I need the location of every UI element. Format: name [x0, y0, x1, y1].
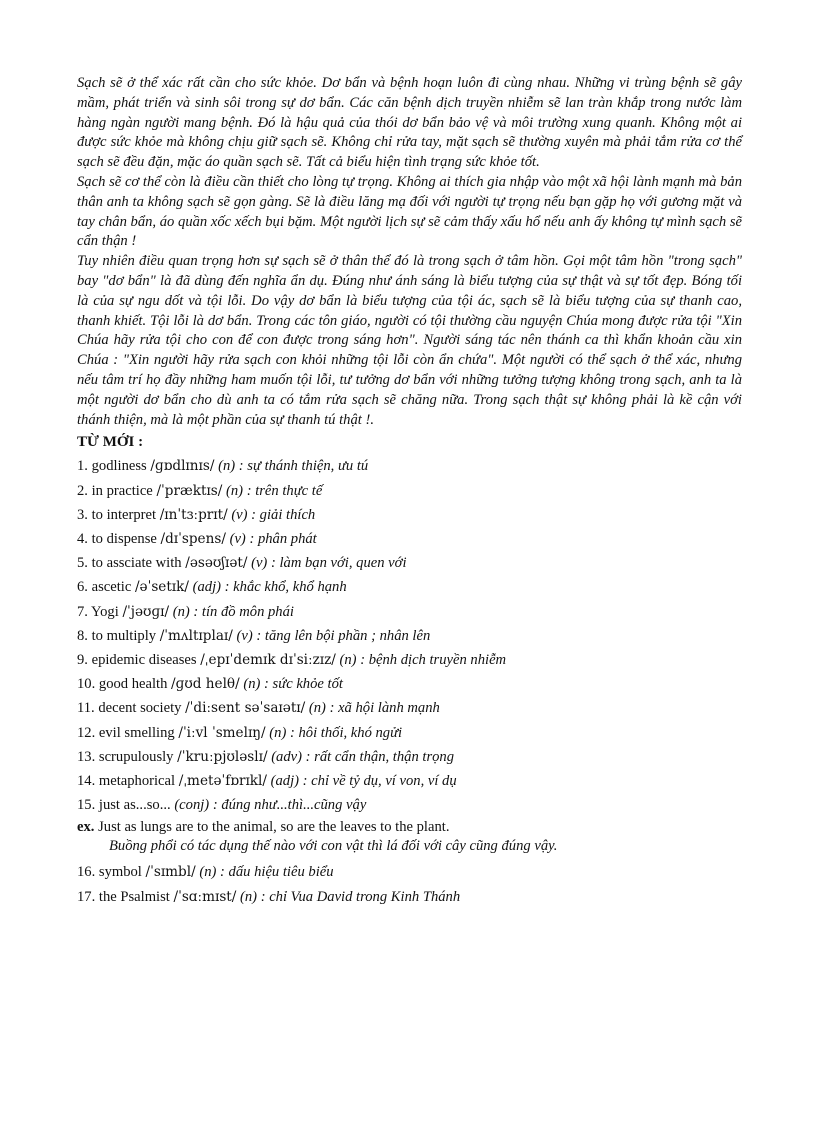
vocab-item: 1. godliness /ɡɒdlɪnɪs/ (n) : sự thánh thiện, ưu tú	[77, 458, 369, 475]
vocabulary-list	[77, 454, 742, 817]
passage-paragraph-3: Tuy nhiên điều quan trọng hơn sự sạch sẽ ở thân thể đó là trong sạch ở tâm hồn. Gọi một tâm hồn "trong sạch" bay "dơ bẩn" là đã dùng đến nghĩa ẩn dụ. Đúng như ánh sáng là biểu tượng của sự thật và sự tốt đẹp. Bóng tối là của sự ngu dốt và tội lỗi. Do vậy dơ bẩn là biểu tượng của tội ác, sạch sẽ là biểu tượng của sự thanh cao, thanh khiết. Tội lỗi là dơ bẩn. Trong các tôn giáo, người có tội thường cầu nguyện Chúa mong được rửa tội "Xin Chúa hãy rửa tội cho con để con được trong sáng hơn". Người sáng tác nên thánh ca thì khẩn khoản cầu xin Chúa : "Xin người hãy rửa sạch con khỏi những tội lỗi còn ẩn chứa". Một người có thể sạch ở thể xác, nhưng nếu tâm trí họ đầy những ham muốn tội lỗi, tư tưởng dơ bẩn với những tưởng tượng không trong sạch, anh ta là một người dơ bẩn cho dù anh ta có tắm rửa sạch sẽ chăng nữa. Trong sạch thật sự không phải là kề cận với thánh thiện, mà là một phần của sự thanh tú thật !.	[77, 253, 742, 428]
vocab-item: 16. symbol /ˈsɪmbl/ (n) : dấu hiệu tiêu biểu	[77, 864, 334, 881]
vocab-item: 13. scrupulously /ˈkruːpjʊləslɪ/ (adv) : rất cẩn thận, thận trọng	[77, 748, 455, 765]
vocab-item: 17. the Psalmist /ˈsɑːmɪst/ (n) : chỉ Vua David trong Kinh Thánh	[77, 888, 461, 905]
vocab-item: 9. epidemic diseases /ˌepɪˈdemɪk dɪˈsiːzɪz/ (n) : bệnh dịch truyền nhiễm	[77, 651, 507, 668]
example-label: ex.	[77, 819, 95, 836]
vocab-item: 12. evil smelling /ˈiːvl ˈsmelɪŋ/ (n) : hôi thối, khó ngửi	[77, 724, 403, 741]
vocab-item: 15. just as...so... (conj) : đúng như...thì...cũng vậy	[77, 797, 367, 814]
vocab-item: 4. to dispense /dɪˈspens/ (v) : phân phát	[77, 530, 317, 547]
example-english: Just as lungs are to the animal, so are the leaves to the plant.	[98, 819, 450, 836]
vocab-item: 7. Yogi /ˈjəʊɡɪ/ (n) : tín đồ môn phái	[77, 603, 294, 620]
vocab-item: 8. to multiply /ˈmʌltɪplaɪ/ (v) : tăng lên bội phần ; nhân lên	[77, 627, 431, 644]
example-block	[77, 818, 742, 856]
passage-paragraph-2: Sạch sẽ cơ thể còn là điều cần thiết cho lòng tự trọng. Không ai thích gia nhập vào một xã hội lành mạnh mà bản thân anh ta không sạch sẽ gọn gàng. Sẽ là điều lăng mạ đối với người tự trọng nếu bạn gặp họ với gương mặt và tay chân bẩn, áo quần xốc xếch bụi bặm. Một người lịch sự sẽ cảm thấy xấu hổ nếu anh ấy không tự mình sạch sẽ cẩn thận !	[77, 173, 742, 250]
vocab-item: 14. metaphorical /ˌmetəˈfɒrɪkl/ (adj) : chỉ về tỷ dụ, ví von, ví dụ	[77, 772, 457, 789]
passage-paragraph-1: Sạch sẽ ở thể xác rất cần cho sức khỏe. Dơ bẩn và bệnh hoạn luôn đi cùng nhau. Những vi trùng bệnh sẽ gây mầm, phát triển và sinh sôi trong sự dơ bẩn. Các căn bệnh dịch truyền nhiễm sẽ lan tràn khắp trong nước làm hàng ngàn người mang bệnh. Đó là hậu quả của thói dơ bẩn bảo vệ và môi trường xung quanh. Không một ai được sức khỏe mà không chịu giữ sạch sẽ. Không chỉ rửa tay, mặt sạch sẽ thường xuyên mà phải tắm rửa cơ thể sạch sẽ đều đặn, mặc áo quần sạch sẽ. Tất cả biểu hiện tình trạng sức khỏe tốt.	[77, 75, 742, 171]
example-vietnamese: Buồng phổi có tác dụng thế nào với con vật thì lá đối với cây cũng đúng vậy.	[109, 838, 558, 855]
vocab-item: 6. ascetic /əˈsetɪk/ (adj) : khắc khổ, khổ hạnh	[77, 579, 347, 596]
reading-passage	[77, 74, 742, 430]
document-page	[77, 74, 742, 909]
vocab-item: 11. decent society /ˈdiːsent səˈsaɪətɪ/ (n) : xã hội lành mạnh	[77, 700, 440, 717]
vocabulary-heading: TỪ MỚI :	[77, 434, 144, 451]
vocabulary-list-continued	[77, 860, 742, 908]
vocab-item: 5. to assciate with /əsəʊʃɪət/ (v) : làm bạn với, quen với	[77, 555, 407, 572]
vocab-item: 10. good health /ɡʊd helθ/ (n) : sức khỏe tốt	[77, 676, 343, 693]
vocab-item: 3. to interpret /ɪnˈtɜːprɪt/ (v) : giải thích	[77, 506, 316, 523]
vocab-item: 2. in practice /ˈpræktɪs/ (n) : trên thực tế	[77, 482, 323, 499]
